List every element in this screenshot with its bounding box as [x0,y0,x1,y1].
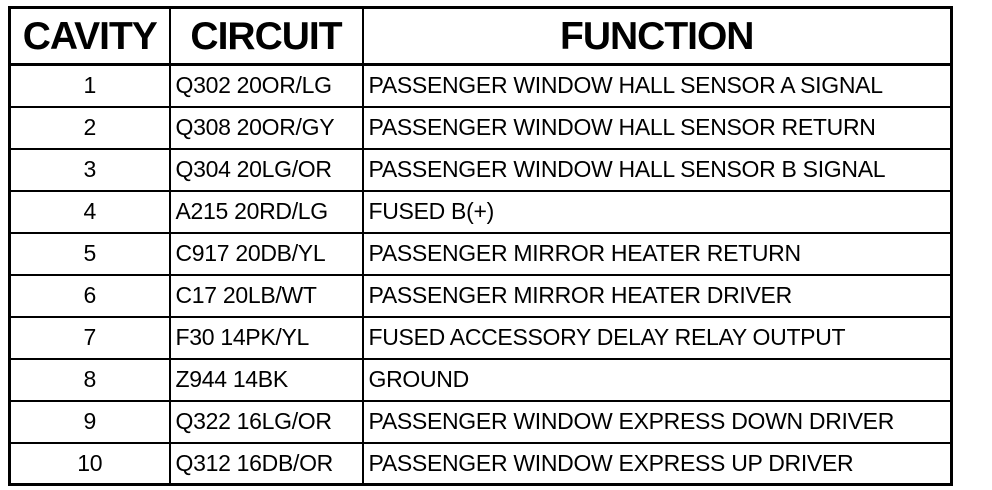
circuit-cell: C17 20LB/WT [170,275,363,317]
circuit-cell: C917 20DB/YL [170,233,363,275]
table-row [10,65,952,107]
header-cavity: CAVITY [10,8,170,65]
circuit-cell: Q304 20LG/OR [170,149,363,191]
function-cell: GROUND [363,359,952,401]
cavity-cell: 4 [10,191,170,233]
table-row [10,317,952,359]
table-row [10,191,952,233]
circuit-cell: Z944 14BK [170,359,363,401]
header-row [10,8,952,65]
function-cell: FUSED B(+) [363,191,952,233]
table-row [10,359,952,401]
table-row [10,149,952,191]
circuit-cell: Q322 16LG/OR [170,401,363,443]
circuit-cell: Q312 16DB/OR [170,443,363,485]
circuit-cell: Q302 20OR/LG [170,65,363,107]
function-cell: PASSENGER WINDOW HALL SENSOR RETURN [363,107,952,149]
circuit-cell: F30 14PK/YL [170,317,363,359]
header-function: FUNCTION [363,8,952,65]
circuit-cell: A215 20RD/LG [170,191,363,233]
table-row [10,401,952,443]
function-cell: PASSENGER MIRROR HEATER RETURN [363,233,952,275]
cavity-cell: 1 [10,65,170,107]
table-row [10,107,952,149]
function-cell: PASSENGER WINDOW HALL SENSOR A SIGNAL [363,65,952,107]
circuit-cell: Q308 20OR/GY [170,107,363,149]
cavity-cell: 10 [10,443,170,485]
cavity-cell: 6 [10,275,170,317]
table-row [10,443,952,485]
function-cell: PASSENGER MIRROR HEATER DRIVER [363,275,952,317]
cavity-cell: 2 [10,107,170,149]
header-circuit: CIRCUIT [170,8,363,65]
table-row [10,275,952,317]
cavity-cell: 7 [10,317,170,359]
table-row [10,233,952,275]
function-cell: PASSENGER WINDOW HALL SENSOR B SIGNAL [363,149,952,191]
cavity-cell: 9 [10,401,170,443]
cavity-cell: 3 [10,149,170,191]
function-cell: PASSENGER WINDOW EXPRESS DOWN DRIVER [363,401,952,443]
connector-pinout-table [8,6,953,486]
cavity-cell: 5 [10,233,170,275]
cavity-cell: 8 [10,359,170,401]
function-cell: PASSENGER WINDOW EXPRESS UP DRIVER [363,443,952,485]
function-cell: FUSED ACCESSORY DELAY RELAY OUTPUT [363,317,952,359]
